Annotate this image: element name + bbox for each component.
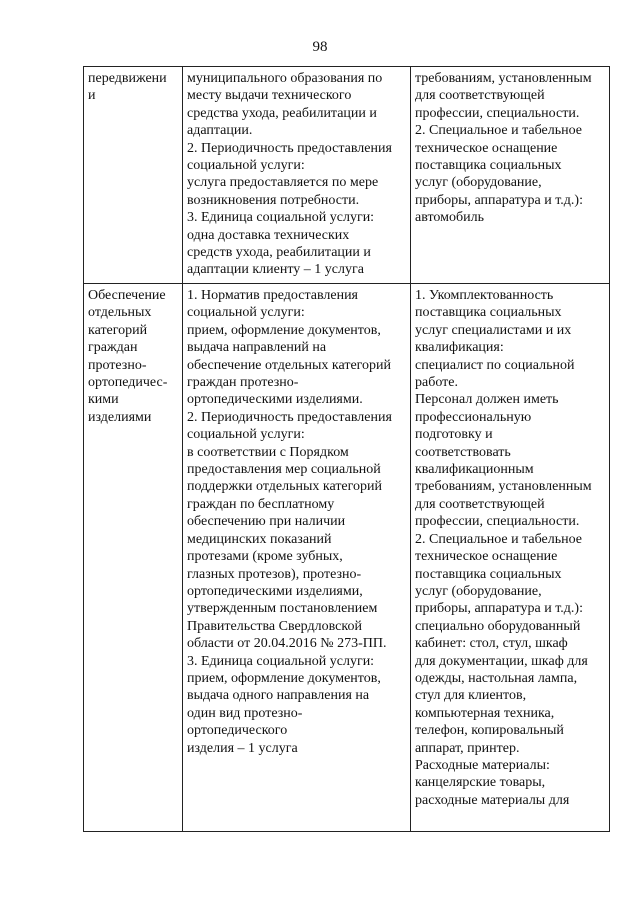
text-line: техническое оснащение [415, 549, 558, 565]
text-line: социальной услуги: [187, 158, 305, 174]
text-line: услуг специалистами и их [415, 322, 572, 338]
text-line: утвержденным постановлением [187, 601, 378, 617]
text-line: требованиям, установленным [415, 479, 592, 495]
text-line: прием, оформление документов, [187, 322, 381, 338]
text-line: протезами (кроме зубных, [187, 549, 343, 565]
text-line: 2. Специальное и табельное [415, 531, 583, 547]
text-line: услуга предоставляется по мере [187, 175, 379, 191]
text-line: средств ухода, реабилитации и [187, 245, 371, 261]
text-line: обеспечение отдельных категорий [187, 357, 392, 373]
text-line: выдача одного направления на [187, 688, 370, 704]
text-line: предоставления мер социальной [187, 462, 381, 478]
table-row [84, 284, 610, 832]
text-line: в соответствии с Порядком [187, 444, 349, 460]
text-line: канцелярские товары, [415, 775, 546, 791]
cell-text [415, 70, 605, 227]
text-line: расходные материалы для [415, 792, 570, 808]
text-line: адаптации. [187, 123, 253, 139]
text-line: ортопедического [187, 723, 288, 739]
text-line: прием, оформление документов, [187, 670, 381, 686]
text-line: квалификация: [415, 340, 504, 356]
text-line: ортопедическими изделиями, [187, 583, 363, 599]
service-standard-cell [183, 67, 411, 284]
text-line: приборы, аппаратура и т.д.): [415, 192, 583, 208]
text-line: приборы, аппаратура и т.д.): [415, 601, 583, 617]
text-line: профессии, специальности. [415, 105, 580, 121]
cell-text [187, 287, 406, 757]
text-line: 2. Периодичность предоставления [187, 140, 392, 156]
text-line: глазных протезов), протезно- [187, 566, 362, 582]
text-line: Расходные материалы: [415, 757, 550, 773]
text-line: для соответствующей [415, 88, 545, 104]
text-line: социальной услуги: [187, 427, 305, 443]
text-line: работе. [415, 375, 458, 391]
text-line: одежды, настольная лампа, [415, 670, 578, 686]
text-line: Персонал должен иметь [415, 392, 559, 408]
service-conditions-cell [411, 284, 610, 832]
text-line: стул для клиентов, [415, 688, 527, 704]
text-line: автомобиль [415, 210, 484, 226]
text-line: граждан [88, 340, 138, 356]
text-line: поддержки отдельных категорий [187, 479, 383, 495]
text-line: социальной услуги: [187, 305, 305, 321]
text-line: поставщика социальных [415, 305, 562, 321]
text-line: подготовку и [415, 427, 493, 443]
text-line: обеспечению при наличии [187, 514, 346, 530]
cell-text [88, 287, 178, 426]
text-line: профессии, специальности. [415, 514, 580, 530]
text-line: услуг (оборудование, [415, 583, 542, 599]
text-line: медицинских показаний [187, 531, 332, 547]
text-line: профессиональную [415, 409, 532, 425]
text-line: протезно- [88, 357, 147, 373]
text-line: один вид протезно- [187, 705, 303, 721]
text-line: выдача направлений на [187, 340, 327, 356]
text-line: одна доставка технических [187, 227, 350, 243]
text-line: изделиями [88, 409, 152, 425]
text-line: квалификационным [415, 462, 534, 478]
text-line: компьютерная техника, [415, 705, 555, 721]
cell-text [187, 70, 406, 279]
text-line: возникновения потребности. [187, 192, 360, 208]
text-line: области от 20.04.2016 № 273-ПП. [187, 636, 387, 652]
text-line: ортопедическими изделиями. [187, 392, 363, 408]
text-line: 1. Норматив предоставления [187, 288, 358, 303]
cell-text [415, 287, 605, 809]
text-line: 2. Специальное и табельное [415, 123, 583, 139]
text-line: изделия – 1 услуга [187, 740, 298, 756]
text-line: граждан протезно- [187, 375, 299, 391]
text-line: муниципального образования по [187, 71, 383, 86]
text-line: средства ухода, реабилитации и [187, 105, 377, 121]
text-line: специально оборудованный [415, 618, 581, 634]
cell-text [88, 70, 178, 105]
text-line: Обеспечение [88, 288, 166, 303]
text-line: поставщика социальных [415, 158, 562, 174]
text-line: специалист по социальной [415, 357, 575, 373]
service-standard-cell [183, 284, 411, 832]
text-line: для документации, шкаф для [415, 653, 588, 669]
service-name-cell [84, 284, 183, 832]
text-line: поставщика социальных [415, 566, 562, 582]
page-number: 98 [312, 39, 328, 55]
text-line: кими [88, 392, 119, 408]
text-line: передвижени [88, 71, 167, 86]
text-line: адаптации клиенту – 1 услуга [187, 262, 364, 278]
text-line: 1. Укомплектованность [415, 288, 554, 303]
text-line: услуг (оборудование, [415, 175, 542, 191]
service-conditions-cell [411, 67, 610, 284]
services-table [83, 66, 610, 832]
text-line: аппарат, принтер. [415, 740, 520, 756]
text-line: соответствовать [415, 444, 511, 460]
text-line: категорий [88, 322, 148, 338]
text-line: телефон, копировальный [415, 723, 564, 739]
text-line: требованиям, установленным [415, 71, 592, 86]
text-line: и [88, 88, 96, 104]
text-line: 3. Единица социальной услуги: [187, 210, 375, 226]
text-line: кабинет: стол, стул, шкаф [415, 636, 568, 652]
text-line: 3. Единица социальной услуги: [187, 653, 375, 669]
text-line: отдельных [88, 305, 152, 321]
service-name-cell [84, 67, 183, 284]
text-line: граждан по бесплатному [187, 496, 335, 512]
text-line: месту выдачи технического [187, 88, 352, 104]
text-line: техническое оснащение [415, 140, 558, 156]
text-line: для соответствующей [415, 496, 545, 512]
text-line: 2. Периодичность предоставления [187, 409, 392, 425]
text-line: ортопедичес- [88, 375, 168, 391]
text-line: Правительства Свердловской [187, 618, 362, 634]
table-row [84, 67, 610, 284]
